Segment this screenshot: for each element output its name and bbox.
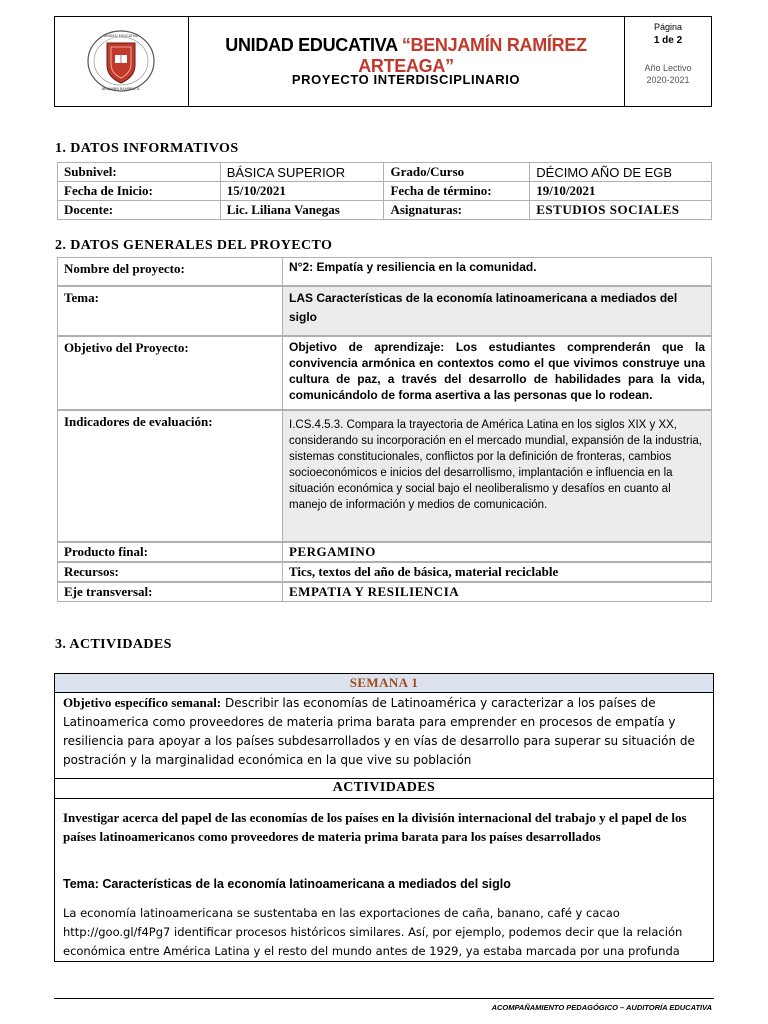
footer-divider bbox=[54, 998, 714, 999]
table-row bbox=[57, 542, 712, 562]
table-value: 15/10/2021 bbox=[220, 182, 384, 201]
divider bbox=[55, 778, 713, 779]
table-label: Tema: bbox=[64, 290, 99, 305]
table-row bbox=[57, 410, 712, 542]
table-row bbox=[57, 286, 712, 336]
week-activities-box bbox=[54, 673, 714, 962]
table-label: Eje transversal: bbox=[64, 584, 153, 599]
weekly-objective bbox=[63, 693, 703, 770]
weekly-objective-text: Describir las economías de Latinoamérica y caracterizar a los países de Latinoamerica como proveedores de materia prima barata para emprender en procesos de empatía y resiliencia para apoyar a los países subdesarrollados y en vías de desarrollo para superar su situación de postración y la marginalidad económica en la que vive su población bbox=[63, 696, 695, 767]
table-label: Recursos: bbox=[64, 564, 119, 579]
transversal-axis: EMPATIA Y RESILIENCIA bbox=[282, 583, 711, 601]
page-number: 1 de 2 bbox=[653, 35, 683, 46]
table-value: DÉCIMO AÑO DE EGB bbox=[530, 163, 712, 182]
table-row bbox=[57, 582, 712, 602]
week-heading: SEMANA 1 bbox=[55, 674, 713, 693]
table-value: ESTUDIOS SOCIALES bbox=[530, 201, 712, 220]
table-row bbox=[58, 163, 712, 182]
table-row bbox=[58, 182, 712, 201]
table-value: Lic. Liliana Vanegas bbox=[220, 201, 384, 220]
table-label: Grado/Curso bbox=[384, 163, 530, 182]
activity-item: Tema: Características de la economía latinoamericana a mediados del siglo bbox=[63, 877, 511, 891]
document-header bbox=[54, 16, 712, 107]
table-label: Subnivel: bbox=[58, 163, 221, 182]
table-label: Fecha de Inicio: bbox=[58, 182, 221, 201]
table-row bbox=[57, 562, 712, 582]
title-cell bbox=[188, 17, 625, 106]
table-label: Producto final: bbox=[64, 544, 148, 559]
final-product: PERGAMINO bbox=[282, 543, 711, 561]
activities-heading: ACTIVIDADES bbox=[332, 780, 436, 795]
table-label: Fecha de término: bbox=[384, 182, 530, 201]
section-2-title: 2. DATOS GENERALES DEL PROYECTO bbox=[55, 238, 333, 253]
logo-cell bbox=[55, 17, 189, 106]
activity-item: Investigar acerca del papel de las economías de los países en la división internacional del trabajo y el papel de los países latinoamericanos como proveedores de materia prima barata para los países desarrollados bbox=[63, 810, 687, 844]
resources: Tics, textos del año de básica, material reciclable bbox=[282, 563, 711, 581]
svg-text:UNIDAD EDUCATIVA: UNIDAD EDUCATIVA bbox=[103, 34, 139, 38]
project-objective: Objetivo de aprendizaje: Los estudiantes comprenderán que la convivencia armónica en contextos como el que vivimos construye una cultura de paz, a través del desarrollo de habilidades para la vida, comunicándolo de forma asertiva a las personas que lo rodean. bbox=[282, 337, 711, 409]
table-label: Objetivo del Proyecto: bbox=[64, 340, 189, 355]
table-value: BÁSICA SUPERIOR bbox=[220, 163, 384, 182]
section-1-title: 1. DATOS INFORMATIVOS bbox=[55, 141, 239, 156]
section-3-title: 3. ACTIVIDADES bbox=[55, 637, 172, 652]
weekly-objective-label: Objetivo específico semanal: bbox=[63, 695, 222, 710]
school-name: UNIDAD EDUCATIVA “BENJAMÍN RAMÍREZ ARTEAGA” bbox=[225, 35, 587, 76]
school-year: 2020-2021 bbox=[646, 75, 690, 85]
datos-informativos-table bbox=[57, 162, 712, 220]
page-label: Página bbox=[653, 22, 683, 32]
svg-text:BENJAMÍN RAMÍREZ A.: BENJAMÍN RAMÍREZ A. bbox=[101, 87, 141, 91]
table-row bbox=[57, 336, 712, 410]
activity-item: La economía latinoamericana se sustentaba en las exportaciones de caña, banano, café y cacao http://goo.gl/f4Pg7 identificar procesos históricos similares. Así, por ejemplo, podemos decir que la relación económica entre América Latina y el resto del mundo antes de 1929, ya estaba marcada por una profunda bbox=[63, 906, 683, 958]
divider bbox=[55, 798, 713, 799]
table-row bbox=[58, 201, 712, 220]
project-type: PROYECTO INTERDISCIPLINARIO bbox=[291, 72, 521, 87]
table-label: Asignaturas: bbox=[384, 201, 530, 220]
table-row bbox=[57, 257, 712, 286]
project-name: N°2: Empatía y resiliencia en la comunidad. bbox=[282, 258, 711, 285]
footer-text: ACOMPAÑAMIENTO PEDAGÓGICO – AUDITORÍA EDUCATIVA bbox=[491, 1003, 712, 1012]
page-info-cell bbox=[625, 17, 711, 106]
table-label: Nombre del proyecto: bbox=[64, 261, 185, 276]
evaluation-indicators: I.CS.4.5.3. Compara la trayectoria de América Latina en los siglos XIX y XX, considerando su incorporación en el mercado mundial, expansión de la industria, sistemas constitucionales, conflictos por la definición de fronteras, cambios socioeconómicos e inicios del desarrollismo, implantación e influencia en la situación económica y social bajo el neoliberalismo y desafíos en cuanto al manejo de información y medios de comunicación. bbox=[282, 411, 711, 541]
school-logo bbox=[55, 17, 188, 106]
school-year-label: Año Lectivo bbox=[644, 63, 692, 73]
table-value: 19/10/2021 bbox=[530, 182, 712, 201]
project-theme: LAS Características de la economía latinoamericana a mediados del siglo bbox=[282, 287, 711, 335]
table-label: Docente: bbox=[58, 201, 221, 220]
table-label: Indicadores de evaluación: bbox=[64, 414, 213, 429]
